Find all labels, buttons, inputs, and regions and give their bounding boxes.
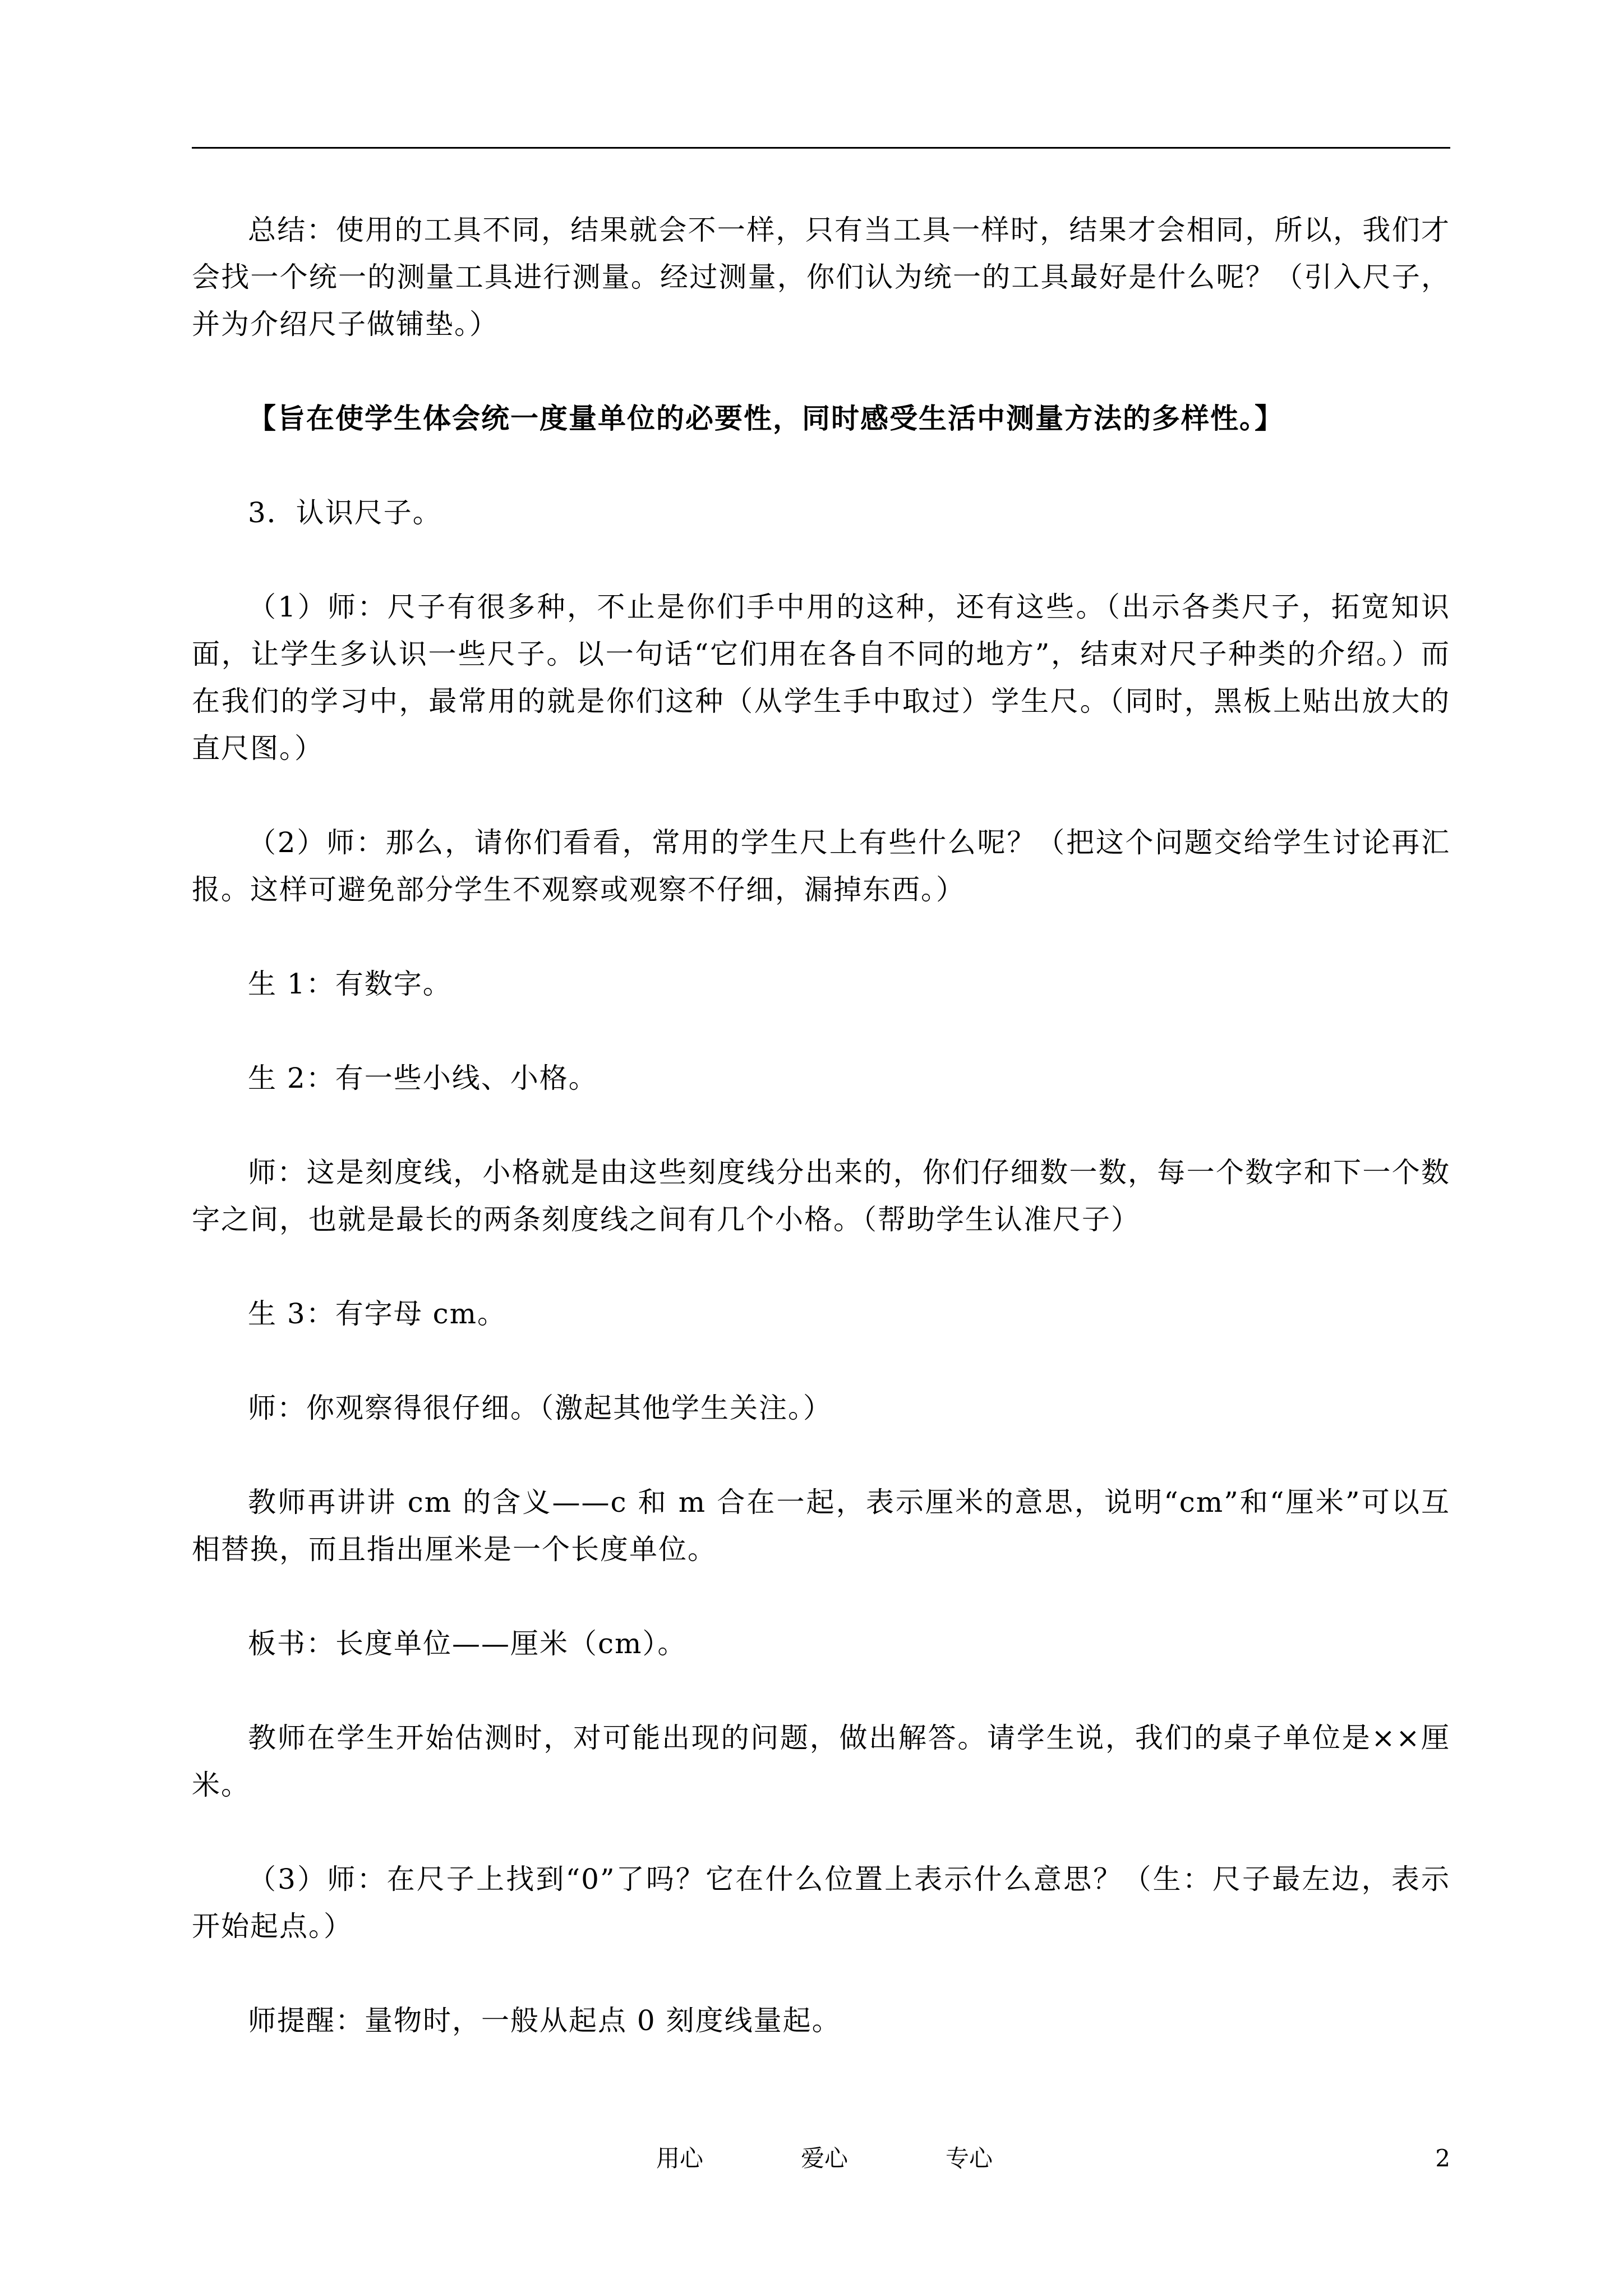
paragraph-step-2: （2）师：那么，请你们看看，常用的学生尺上有些什么呢？（把这个问题交给学生讨论再汇报。这样可避免部分学生不观察或观察不仔细，漏掉东西。） <box>192 826 1450 906</box>
paragraph-student-2: 生 2：有一些小线、小格。 <box>248 1062 598 1094</box>
paragraph-reminder: 师提醒：量物时，一般从起点 0 刻度线量起。 <box>248 2004 841 2037</box>
paragraph-teacher-praise: 师：你观察得很仔细。（激起其他学生关注。） <box>248 1392 832 1424</box>
paragraph-aim: 【旨在使学生体会统一度量单位的必要性，同时感受生活中测量方法的多样性。】 <box>248 402 1284 435</box>
section-heading-3: 3．认识尺子。 <box>248 496 442 529</box>
paragraph-summary: 总结：使用的工具不同，结果就会不一样，只有当工具一样时，结果才会相同，所以，我们才会找一个统一的测量工具进行测量。经过测量，你们认为统一的工具最好是什么呢？（引入尺子，并为介绍尺子做铺垫。） <box>192 214 1450 341</box>
footer-motto <box>656 2142 993 2175</box>
paragraph-teacher-cm: 教师再讲讲 cm 的含义——c 和 m 合在一起，表示厘米的意思，说明“cm”和“厘米”可以互相替换，而且指出厘米是一个长度单位。 <box>192 1486 1450 1566</box>
paragraph-teacher-estimate: 教师在学生开始估测时，对可能出现的问题，做出解答。请学生说，我们的桌子单位是××厘米。 <box>192 1722 1450 1801</box>
footer-motto-item: 专心 <box>945 2145 993 2172</box>
paragraph-board: 板书：长度单位——厘米（cm）。 <box>248 1627 687 1660</box>
paragraph-teacher-ticks: 师：这是刻度线，小格就是由这些刻度线分出来的，你们仔细数一数，每一个数字和下一个数字之间，也就是最长的两条刻度线之间有几个小格。（帮助学生认准尺子） <box>192 1156 1450 1236</box>
page-number: 2 <box>1435 2145 1450 2172</box>
paragraph-step-1: （1）师：尺子有很多种，不止是你们手中用的这种，还有这些。（出示各类尺子，拓宽知识面，让学生多认识一些尺子。以一句话“它们用在各自不同的地方”，结束对尺子种类的介绍。）而在我们的学习中，最常用的就是你们这种（从学生手中取过）学生尺。（同时，黑板上贴出放大的直尺图。） <box>192 591 1450 765</box>
paragraph-step-3: （3）师：在尺子上找到“0”了吗？它在什么位置上表示什么意思？（生：尺子最左边，表示开始起点。） <box>192 1863 1450 1943</box>
footer-motto-item: 爱心 <box>800 2145 848 2172</box>
paragraph-student-3: 生 3：有字母 cm。 <box>248 1297 507 1330</box>
header-rule <box>192 147 1450 149</box>
document-body <box>192 206 1450 2091</box>
footer-motto-item: 用心 <box>656 2145 704 2172</box>
paragraph-student-1: 生 1：有数字。 <box>248 968 452 1000</box>
